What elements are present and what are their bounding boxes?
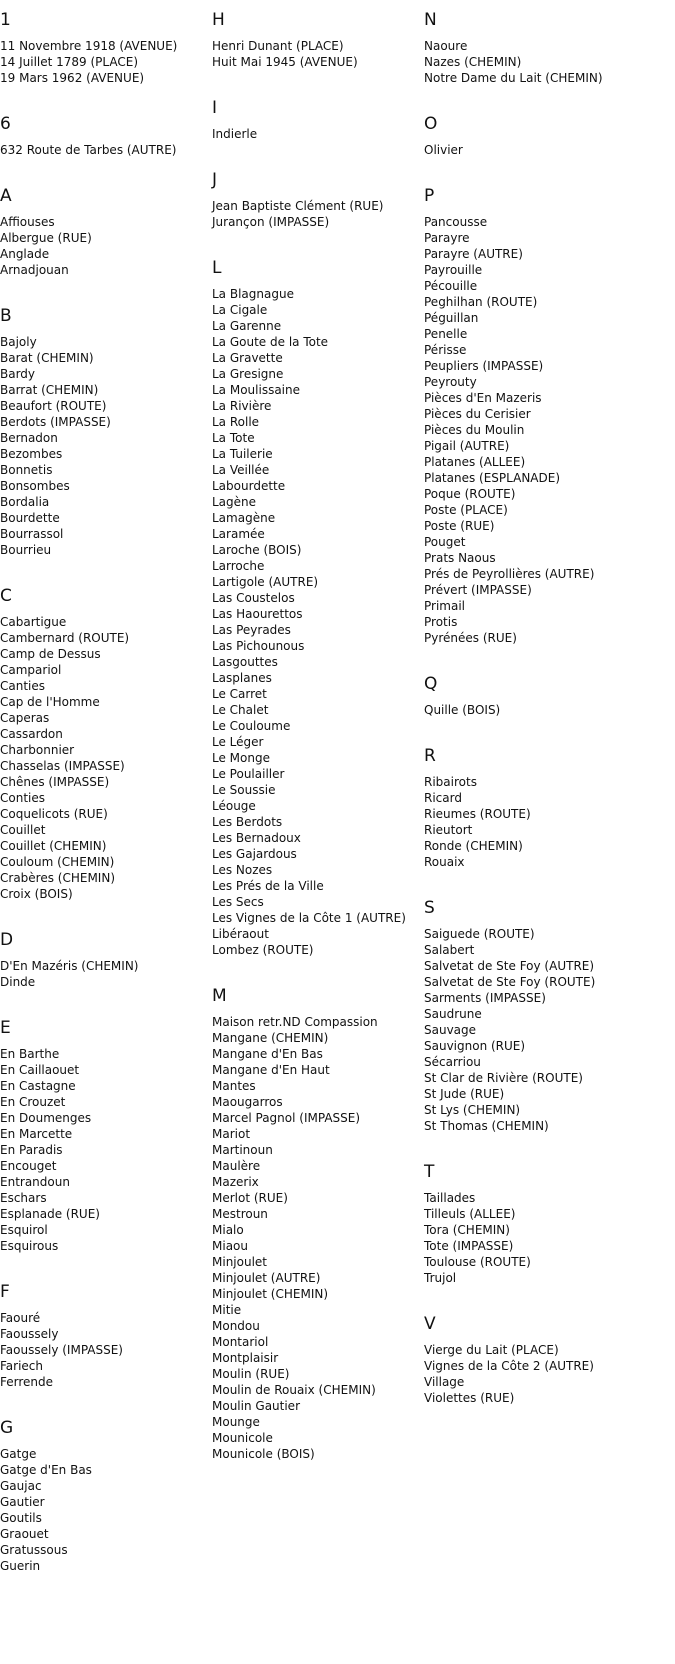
street-name-entry: Charbonnier [0, 743, 75, 757]
section-spacer [0, 86, 212, 103]
letter-section [424, 10, 675, 103]
street-name-entry: Mariot [212, 1127, 251, 1141]
street-name-entry: Bezombes [0, 447, 63, 461]
letter-section [424, 746, 675, 887]
section-spacer [424, 1406, 675, 1423]
street-name-entry: Moulin Gautier [212, 1399, 301, 1413]
street-name-entry: Poste (PLACE) [424, 503, 508, 517]
street-name-entry: En Doumenges [0, 1111, 92, 1125]
letter-section [424, 1314, 675, 1423]
street-name-entry: La Goute de la Tote [212, 335, 329, 349]
letter-section [424, 186, 675, 663]
street-name-entry: Bourrassol [0, 527, 64, 541]
street-name-entry: Fariech [0, 1359, 44, 1373]
street-name-entry: Cabartigue [0, 615, 67, 629]
street-name-entry: Henri Dunant (PLACE) [212, 39, 344, 53]
street-name-entry: Maougarros [212, 1095, 283, 1109]
street-name-entry: Taillades [424, 1191, 476, 1205]
street-name-entry: La Garenne [212, 319, 282, 333]
street-name-entry: Ribairots [424, 775, 477, 789]
street-name-entry: La Cigale [212, 303, 268, 317]
street-name-entry: Entrandoun [0, 1175, 70, 1189]
street-name-entry: Nazes (CHEMIN) [424, 55, 522, 69]
street-name-entry: Mangane d'En Bas [212, 1047, 323, 1061]
street-name-entry: Eschars [0, 1191, 47, 1205]
section-letter-heading: P [424, 186, 435, 206]
street-name-entry: Chasselas (IMPASSE) [0, 759, 125, 773]
letter-section [0, 114, 212, 175]
street-name-entry: Albergue (RUE) [0, 231, 92, 245]
street-name-entry: Salabert [424, 943, 475, 957]
section-spacer [424, 646, 675, 663]
street-index-column-1 [0, 0, 212, 1591]
street-name-entry: Mangane (CHEMIN) [212, 1031, 329, 1045]
street-name-entry: Prés de Peyrollières (AUTRE) [424, 567, 595, 581]
street-name-entry: Cassardon [0, 727, 63, 741]
letter-section [0, 930, 212, 1007]
letter-section [0, 586, 212, 919]
street-name-entry: Bajoly [0, 335, 37, 349]
street-list [0, 614, 212, 902]
street-name-entry: Merlot (RUE) [212, 1191, 288, 1205]
street-name-entry: Ronde (CHEMIN) [424, 839, 523, 853]
street-list [212, 38, 424, 70]
street-name-entry: St Lys (CHEMIN) [424, 1103, 521, 1117]
street-name-entry: Tote (IMPASSE) [424, 1239, 514, 1253]
street-list [212, 198, 424, 230]
street-name-entry: Pyrénées (RUE) [424, 631, 517, 645]
section-letter-heading: L [212, 258, 222, 278]
street-name-entry: Poste (RUE) [424, 519, 495, 533]
street-name-entry: Bernadon [0, 431, 58, 445]
street-name-entry: Protis [424, 615, 458, 629]
section-spacer [424, 718, 675, 735]
street-name-entry: Bonsombes [0, 479, 70, 493]
street-name-entry: Maulère [212, 1159, 261, 1173]
street-name-entry: Canties [0, 679, 46, 693]
letter-section [212, 986, 424, 1479]
street-list [0, 1446, 212, 1574]
street-name-entry: Bordalia [0, 495, 50, 509]
street-name-entry: Village [424, 1375, 465, 1389]
section-letter-heading: D [0, 930, 14, 950]
street-list [424, 1190, 675, 1286]
street-name-entry: Las Coustelos [212, 591, 295, 605]
street-name-entry: Mazerix [212, 1175, 259, 1189]
street-list [0, 142, 212, 158]
section-spacer [424, 158, 675, 175]
street-name-entry: Lasplanes [212, 671, 272, 685]
street-name-entry: Payrouille [424, 263, 483, 277]
street-name-entry: Pigail (AUTRE) [424, 439, 510, 453]
section-letter-heading: A [0, 186, 12, 206]
street-name-entry: Mestroun [212, 1207, 268, 1221]
section-letter-heading: O [424, 114, 438, 134]
section-spacer [212, 230, 424, 247]
section-spacer [0, 1390, 212, 1407]
street-name-entry: Pièces du Cerisier [424, 407, 531, 421]
street-name-entry: Faoussely [0, 1327, 59, 1341]
street-name-entry: Bourdette [0, 511, 60, 525]
street-name-entry: Bardy [0, 367, 36, 381]
street-name-entry: La Gravette [212, 351, 283, 365]
street-name-entry: Sarments (IMPASSE) [424, 991, 546, 1005]
street-name-entry: Barrat (CHEMIN) [0, 383, 99, 397]
street-name-entry: Huit Mai 1945 (AVENUE) [212, 55, 358, 69]
street-name-entry: La Rolle [212, 415, 260, 429]
street-name-entry: Croix (BOIS) [0, 887, 73, 901]
street-name-entry: Encouget [0, 1159, 57, 1173]
section-spacer [212, 1462, 424, 1479]
street-name-entry: Graouet [0, 1527, 49, 1541]
street-name-entry: Naoure [424, 39, 468, 53]
street-name-entry: Périsse [424, 343, 467, 357]
street-name-entry: 19 Mars 1962 (AVENUE) [0, 71, 145, 85]
street-name-entry: Le Monge [212, 751, 270, 765]
street-name-entry: En Castagne [0, 1079, 76, 1093]
street-name-entry: Miaou [212, 1239, 248, 1253]
street-name-entry: Trujol [424, 1271, 457, 1285]
street-name-entry: Guerin [0, 1559, 41, 1573]
street-name-entry: Mangane d'En Haut [212, 1063, 330, 1077]
street-name-entry: Mondou [212, 1319, 260, 1333]
street-name-entry: Caperas [0, 711, 50, 725]
street-list [424, 142, 675, 158]
street-name-entry: Sécarriou [424, 1055, 481, 1069]
section-spacer [424, 1286, 675, 1303]
street-name-entry: Barat (CHEMIN) [0, 351, 94, 365]
street-name-entry: Minjoulet (AUTRE) [212, 1271, 321, 1285]
street-name-entry: Laroche (BOIS) [212, 543, 302, 557]
street-name-entry: Mounicole [212, 1431, 273, 1445]
street-name-entry: Vierge du Lait (PLACE) [424, 1343, 559, 1357]
street-name-entry: Gautier [0, 1495, 45, 1509]
street-name-entry: Martinoun [212, 1143, 273, 1157]
street-name-entry: Parayre (AUTRE) [424, 247, 523, 261]
section-letter-heading: I [212, 98, 218, 118]
street-name-entry: Labourdette [212, 479, 286, 493]
section-spacer [0, 1254, 212, 1271]
street-list [0, 38, 212, 86]
street-name-entry: Lagène [212, 495, 257, 509]
street-name-entry: Faouré [0, 1311, 41, 1325]
letter-section [212, 170, 424, 247]
street-list [424, 702, 675, 718]
letter-section [424, 1162, 675, 1303]
street-name-entry: Rieutort [424, 823, 473, 837]
street-name-entry: St Jude (RUE) [424, 1087, 505, 1101]
street-name-entry: Bourrieu [0, 543, 52, 557]
street-list [0, 1310, 212, 1390]
letter-section [0, 306, 212, 575]
street-name-entry: Les Bernadoux [212, 831, 301, 845]
street-name-entry: En Paradis [0, 1143, 63, 1157]
street-name-entry: Esquirol [0, 1223, 48, 1237]
letter-section [424, 898, 675, 1151]
street-name-entry: Libéraout [212, 927, 269, 941]
section-spacer [424, 1134, 675, 1151]
street-name-entry: Gatge [0, 1447, 37, 1461]
street-name-entry: Larroche [212, 559, 265, 573]
street-name-entry: Léouge [212, 799, 256, 813]
street-list [212, 286, 424, 958]
street-name-entry: Toulouse (ROUTE) [424, 1255, 531, 1269]
street-name-entry: Gatge d'En Bas [0, 1463, 92, 1477]
street-name-entry: Le Chalet [212, 703, 269, 717]
letter-section [0, 1282, 212, 1407]
street-name-entry: Chênes (IMPASSE) [0, 775, 110, 789]
street-name-entry: Lasgouttes [212, 655, 278, 669]
street-name-entry: Peghilhan (ROUTE) [424, 295, 538, 309]
street-name-entry: Las Peyrades [212, 623, 291, 637]
street-name-entry: Conties [0, 791, 45, 805]
section-spacer [0, 278, 212, 295]
street-name-entry: Coquelicots (RUE) [0, 807, 108, 821]
street-name-entry: Arnadjouan [0, 263, 69, 277]
street-name-entry: Mitie [212, 1303, 242, 1317]
street-name-entry: Pancousse [424, 215, 488, 229]
street-name-entry: En Barthe [0, 1047, 60, 1061]
street-name-entry: Prats Naous [424, 551, 496, 565]
street-name-entry: 11 Novembre 1918 (AVENUE) [0, 39, 178, 53]
street-name-entry: Camp de Dessus [0, 647, 101, 661]
street-list [424, 774, 675, 870]
letter-section [424, 114, 675, 175]
street-name-entry: Les Vignes de la Côte 1 (AUTRE) [212, 911, 406, 925]
street-name-entry: Faoussely (IMPASSE) [0, 1343, 123, 1357]
section-spacer [424, 870, 675, 887]
section-spacer [0, 902, 212, 919]
street-name-entry: La Tuilerie [212, 447, 273, 461]
letter-section [212, 98, 424, 159]
street-name-entry: Pécouille [424, 279, 478, 293]
street-name-entry: Moulin de Rouaix (CHEMIN) [212, 1383, 376, 1397]
street-name-entry: Les Gajardous [212, 847, 297, 861]
section-spacer [212, 142, 424, 159]
street-name-entry: Violettes (RUE) [424, 1391, 515, 1405]
street-name-entry: Maison retr.ND Compassion [212, 1015, 378, 1029]
street-name-entry: La Moulissaine [212, 383, 301, 397]
street-name-entry: Péguillan [424, 311, 479, 325]
street-name-entry: Salvetat de Ste Foy (AUTRE) [424, 959, 595, 973]
letter-section [0, 10, 212, 103]
street-name-entry: Les Nozes [212, 863, 273, 877]
street-name-entry: Penelle [424, 327, 468, 341]
street-name-entry: Cap de l'Homme [0, 695, 100, 709]
section-spacer [0, 990, 212, 1007]
letter-section [212, 10, 424, 87]
street-name-entry: Las Pichounous [212, 639, 305, 653]
street-name-entry: Montariol [212, 1335, 269, 1349]
street-name-entry: En Marcette [0, 1127, 73, 1141]
street-index-column-2 [212, 0, 424, 1479]
street-name-entry: St Clar de Rivière (ROUTE) [424, 1071, 583, 1085]
street-name-entry: Saiguede (ROUTE) [424, 927, 535, 941]
letter-section [0, 1018, 212, 1271]
letter-section [424, 674, 675, 735]
street-name-entry: Minjoulet (CHEMIN) [212, 1287, 329, 1301]
street-name-entry: La Veillée [212, 463, 270, 477]
street-name-entry: Le Couloume [212, 719, 291, 733]
street-list [424, 926, 675, 1134]
section-letter-heading: B [0, 306, 12, 326]
street-name-entry: Le Léger [212, 735, 264, 749]
street-name-entry: Sauvage [424, 1023, 477, 1037]
section-letter-heading: N [424, 10, 437, 30]
letter-section [0, 186, 212, 295]
street-name-entry: Minjoulet [212, 1255, 267, 1269]
street-name-entry: La Rivière [212, 399, 272, 413]
street-name-entry: Berdots (IMPASSE) [0, 415, 111, 429]
street-list [424, 1342, 675, 1406]
street-name-entry: Le Carret [212, 687, 267, 701]
street-name-entry: Crabères (CHEMIN) [0, 871, 116, 885]
street-name-entry: Couillet [0, 823, 46, 837]
street-name-entry: Mialo [212, 1223, 244, 1237]
street-name-entry: 632 Route de Tarbes (AUTRE) [0, 143, 177, 157]
street-name-entry: Cambernard (ROUTE) [0, 631, 130, 645]
street-list [0, 214, 212, 278]
section-letter-heading: H [212, 10, 225, 30]
street-name-entry: Anglade [0, 247, 50, 261]
street-list [212, 126, 424, 142]
street-name-entry: Lombez (ROUTE) [212, 943, 314, 957]
section-letter-heading: F [0, 1282, 10, 1302]
street-name-entry: Gratussous [0, 1543, 68, 1557]
street-name-entry: Dinde [0, 975, 36, 989]
street-name-entry: Pièces d'En Mazeris [424, 391, 542, 405]
street-name-entry: Les Prés de la Ville [212, 879, 324, 893]
section-letter-heading: G [0, 1418, 14, 1438]
street-name-entry: La Blagnague [212, 287, 294, 301]
street-name-entry: Indierle [212, 127, 258, 141]
section-spacer [0, 1574, 212, 1591]
street-name-entry: Quille (BOIS) [424, 703, 501, 717]
section-letter-heading: 6 [0, 114, 11, 134]
street-name-entry: Ferrende [0, 1375, 54, 1389]
street-name-entry: Lartigole (AUTRE) [212, 575, 319, 589]
letter-section [212, 258, 424, 975]
street-name-entry: Poque (ROUTE) [424, 487, 516, 501]
street-name-entry: Montplaisir [212, 1351, 279, 1365]
street-name-entry: Jurançon (IMPASSE) [212, 215, 330, 229]
street-name-entry: Prévert (IMPASSE) [424, 583, 532, 597]
street-list [0, 334, 212, 558]
section-letter-heading: J [212, 170, 218, 190]
section-letter-heading: Q [424, 674, 438, 694]
section-spacer [0, 158, 212, 175]
street-name-entry: Esquirous [0, 1239, 59, 1253]
street-name-entry: Laramée [212, 527, 265, 541]
street-name-entry: Parayre [424, 231, 470, 245]
section-letter-heading: 1 [0, 10, 11, 30]
street-name-entry: Saudrune [424, 1007, 482, 1021]
section-letter-heading: S [424, 898, 435, 918]
street-name-entry: Lamagène [212, 511, 276, 525]
street-list [212, 1014, 424, 1462]
street-name-entry: Jean Baptiste Clément (RUE) [212, 199, 384, 213]
street-name-entry: Affiouses [0, 215, 55, 229]
street-name-entry: Ricard [424, 791, 462, 805]
section-letter-heading: M [212, 986, 227, 1006]
letter-section [0, 1418, 212, 1591]
street-name-entry: En Crouzet [0, 1095, 66, 1109]
street-list [0, 1046, 212, 1254]
street-name-entry: Couloum (CHEMIN) [0, 855, 115, 869]
street-name-entry: Pouget [424, 535, 466, 549]
street-name-entry: Esplanade (RUE) [0, 1207, 100, 1221]
street-name-entry: Rouaix [424, 855, 465, 869]
section-letter-heading: R [424, 746, 436, 766]
street-name-entry: Campariol [0, 663, 62, 677]
street-name-entry: Mounicole (BOIS) [212, 1447, 315, 1461]
street-name-entry: Tilleuls (ALLEE) [424, 1207, 516, 1221]
street-name-entry: St Thomas (CHEMIN) [424, 1119, 549, 1133]
section-letter-heading: V [424, 1314, 436, 1334]
street-name-entry: D'En Mazéris (CHEMIN) [0, 959, 139, 973]
street-name-entry: Couillet (CHEMIN) [0, 839, 107, 853]
section-spacer [212, 958, 424, 975]
street-name-entry: Les Secs [212, 895, 264, 909]
street-list [424, 214, 675, 646]
street-name-entry: Les Berdots [212, 815, 283, 829]
street-name-entry: Vignes de la Côte 2 (AUTRE) [424, 1359, 594, 1373]
street-name-entry: Olivier [424, 143, 463, 157]
section-spacer [424, 86, 675, 103]
street-name-entry: Mantes [212, 1079, 256, 1093]
street-name-entry: La Gresigne [212, 367, 284, 381]
street-name-entry: Rieumes (ROUTE) [424, 807, 531, 821]
street-name-entry: En Caillaouet [0, 1063, 80, 1077]
street-list [424, 38, 675, 86]
section-letter-heading: T [424, 1162, 435, 1182]
street-name-entry: Las Haourettos [212, 607, 303, 621]
street-name-entry: Le Soussie [212, 783, 276, 797]
street-name-entry: Salvetat de Ste Foy (ROUTE) [424, 975, 596, 989]
street-name-entry: Mounge [212, 1415, 260, 1429]
street-name-entry: Tora (CHEMIN) [424, 1223, 510, 1237]
street-name-entry: Platanes (ALLEE) [424, 455, 526, 469]
street-name-entry: Beaufort (ROUTE) [0, 399, 107, 413]
street-name-entry: Marcel Pagnol (IMPASSE) [212, 1111, 361, 1125]
street-list [0, 958, 212, 990]
section-spacer [212, 70, 424, 87]
street-name-entry: Primail [424, 599, 466, 613]
street-name-entry: Goutils [0, 1511, 42, 1525]
street-index-column-3 [424, 0, 675, 1423]
street-name-entry: Peupliers (IMPASSE) [424, 359, 544, 373]
street-name-entry: Pièces du Moulin [424, 423, 525, 437]
street-name-entry: La Tote [212, 431, 255, 445]
street-name-entry: Bonnetis [0, 463, 53, 477]
section-letter-heading: C [0, 586, 12, 606]
section-letter-heading: E [0, 1018, 11, 1038]
street-name-entry: Notre Dame du Lait (CHEMIN) [424, 71, 603, 85]
street-name-entry: Platanes (ESPLANADE) [424, 471, 561, 485]
street-name-entry: 14 Juillet 1789 (PLACE) [0, 55, 139, 69]
street-name-entry: Gaujac [0, 1479, 42, 1493]
street-name-entry: Le Poulailler [212, 767, 285, 781]
street-name-entry: Peyrouty [424, 375, 477, 389]
section-spacer [0, 558, 212, 575]
street-name-entry: Sauvignon (RUE) [424, 1039, 526, 1053]
street-name-entry: Moulin (RUE) [212, 1367, 290, 1381]
